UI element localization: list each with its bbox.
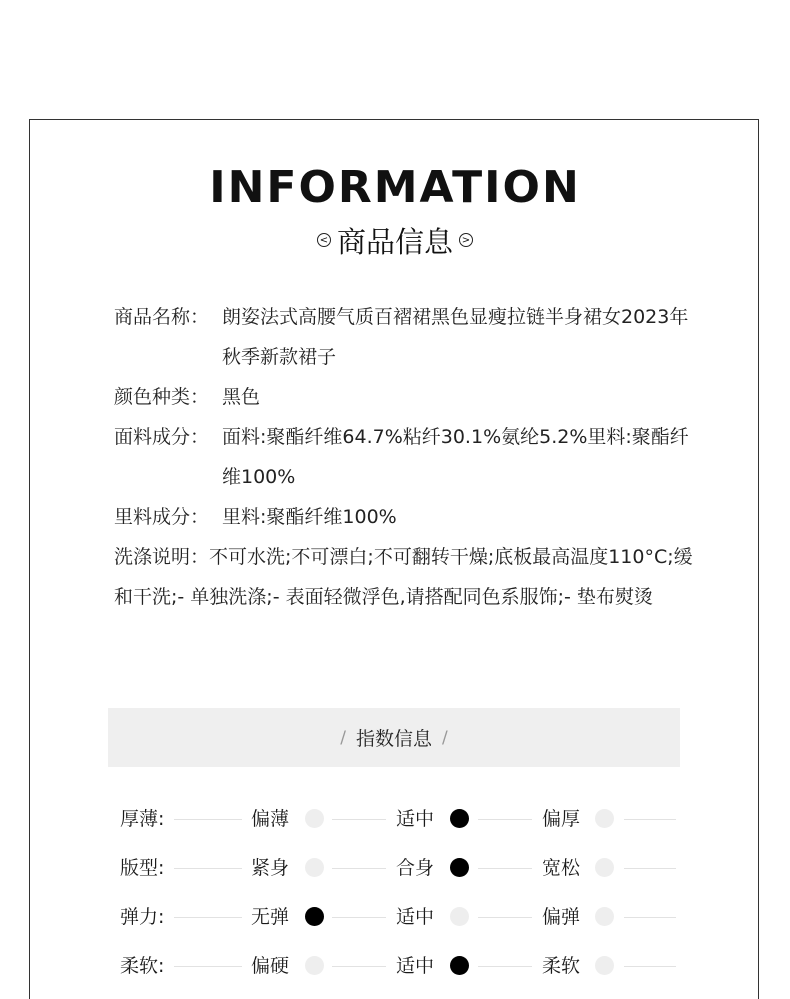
index-title: 指数信息 (355, 728, 432, 750)
info-value: 黑色 (222, 386, 261, 408)
index-title-band (108, 708, 680, 767)
index-divider-line (174, 868, 242, 869)
info-value: 不可水洗;不可漂白;不可翻转干燥;底板最高温度110°C;缓和干洗;- 单独洗涤;- 表面轻微浮色,请搭配同色系服饰;- 垫布熨烫 (114, 546, 693, 608)
index-divider-line (332, 819, 386, 820)
index-divider-line (332, 917, 386, 918)
index-divider-line (478, 819, 532, 820)
index-option-label: 偏厚 (542, 808, 581, 830)
left-arrow-icon: < (317, 233, 331, 247)
index-label: 厚薄: (120, 808, 165, 830)
right-arrow-icon: > (459, 233, 473, 247)
product-info-list (114, 297, 704, 617)
slash-right: / (442, 727, 448, 748)
index-option-label: 紧身 (251, 857, 290, 879)
index-divider-line (174, 819, 242, 820)
index-divider-line (332, 868, 386, 869)
index-row (0, 902, 790, 932)
unselected-dot-icon (305, 809, 324, 828)
index-divider-line (624, 819, 676, 820)
title-chinese: 商品信息 (336, 224, 453, 259)
title-chinese-block (0, 220, 790, 260)
index-option-label: 适中 (396, 808, 435, 830)
index-option-label: 合身 (396, 857, 435, 879)
unselected-dot-icon (450, 907, 469, 926)
index-option-label: 偏弹 (542, 906, 581, 928)
info-label: 面料成分： (114, 426, 210, 448)
unselected-dot-icon (305, 956, 324, 975)
index-divider-line (478, 966, 532, 967)
selected-dot-icon (305, 907, 324, 926)
unselected-dot-icon (595, 956, 614, 975)
unselected-dot-icon (595, 809, 614, 828)
index-divider-line (478, 917, 532, 918)
info-row-lining (114, 497, 704, 537)
index-label: 弹力: (120, 906, 165, 928)
info-row-fabric (114, 417, 704, 497)
info-value: 朗姿法式高腰气质百褶裙黑色显瘦拉链半身裙女2023年秋季新款裙子 (222, 306, 689, 368)
index-row (0, 804, 790, 834)
info-label: 里料成分： (114, 506, 210, 528)
selected-dot-icon (450, 858, 469, 877)
info-row-color (114, 377, 704, 417)
index-divider-line (478, 868, 532, 869)
index-row (0, 853, 790, 883)
selected-dot-icon (450, 956, 469, 975)
index-label: 柔软: (120, 955, 165, 977)
index-divider-line (174, 917, 242, 918)
info-value: 里料:聚酯纤维100% (222, 506, 397, 528)
info-label: 颜色种类： (114, 386, 210, 408)
info-row-washing (114, 537, 704, 617)
selected-dot-icon (450, 809, 469, 828)
index-option-label: 宽松 (542, 857, 581, 879)
index-row (0, 951, 790, 981)
index-option-label: 适中 (396, 906, 435, 928)
info-row-name (114, 297, 704, 377)
index-label: 版型: (120, 857, 165, 879)
index-divider-line (174, 966, 242, 967)
index-divider-line (624, 868, 676, 869)
index-option-label: 柔软 (542, 955, 581, 977)
index-divider-line (624, 917, 676, 918)
info-label: 商品名称： (114, 306, 210, 328)
unselected-dot-icon (305, 858, 324, 877)
info-value: 面料:聚酯纤维64.7%粘纤30.1%氨纶5.2%里料:聚酯纤维100% (222, 426, 689, 488)
title-english: INFORMATION (209, 162, 581, 213)
slash-left: / (340, 727, 346, 748)
unselected-dot-icon (595, 858, 614, 877)
index-option-label: 无弹 (251, 906, 290, 928)
index-divider-line (332, 966, 386, 967)
index-divider-line (624, 966, 676, 967)
index-option-label: 偏硬 (251, 955, 290, 977)
info-label: 洗涤说明： (114, 546, 210, 568)
index-option-label: 偏薄 (251, 808, 290, 830)
unselected-dot-icon (595, 907, 614, 926)
index-option-label: 适中 (396, 955, 435, 977)
